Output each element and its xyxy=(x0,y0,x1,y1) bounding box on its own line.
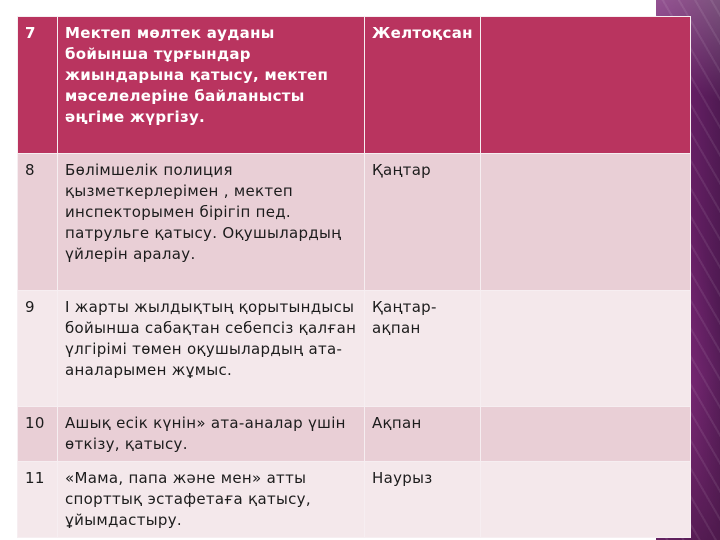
date-cell: Желтоқсан xyxy=(365,17,481,154)
table-row xyxy=(18,291,691,407)
table-row xyxy=(18,407,691,462)
date-cell: Наурыз xyxy=(365,462,481,538)
date-cell: Ақпан xyxy=(365,407,481,462)
empty-cell xyxy=(481,17,691,154)
row-number-cell: 10 xyxy=(18,407,58,462)
empty-cell xyxy=(481,407,691,462)
row-number-cell: 11 xyxy=(18,462,58,538)
task-cell: «Мама, папа және мен» атты спорттық эстафетаға қатысу, ұйымдастыру. xyxy=(58,462,365,538)
plan-table xyxy=(17,16,691,538)
empty-cell xyxy=(481,291,691,407)
table-row xyxy=(18,462,691,538)
empty-cell xyxy=(481,154,691,291)
task-cell: І жарты жылдықтың қорытындысы бойынша сабақтан себепсіз қалған үлгірімі төмен оқушылардың ата-аналарымен жұмыс. xyxy=(58,291,365,407)
table-row xyxy=(18,154,691,291)
task-cell: Ашық есік күнін» ата-аналар үшін өткізу, қатысу. xyxy=(58,407,365,462)
row-number-cell: 7 xyxy=(18,17,58,154)
task-cell: Бөлімшелік полиция қызметкерлерімен , мектеп инспекторымен бірігіп пед. патрульге қатысу. Оқушылардың үйлерін аралау. xyxy=(58,154,365,291)
row-number-cell: 8 xyxy=(18,154,58,291)
empty-cell xyxy=(481,462,691,538)
table-row xyxy=(18,17,691,154)
row-number-cell: 9 xyxy=(18,291,58,407)
plan-table-container xyxy=(17,16,690,538)
task-cell: Мектеп мөлтек ауданы бойынша тұрғындар жиындарына қатысу, мектеп мәселелеріне байланысты әңгіме жүргізу. xyxy=(58,17,365,154)
date-cell: Қаңтар xyxy=(365,154,481,291)
date-cell: Қаңтар-ақпан xyxy=(365,291,481,407)
